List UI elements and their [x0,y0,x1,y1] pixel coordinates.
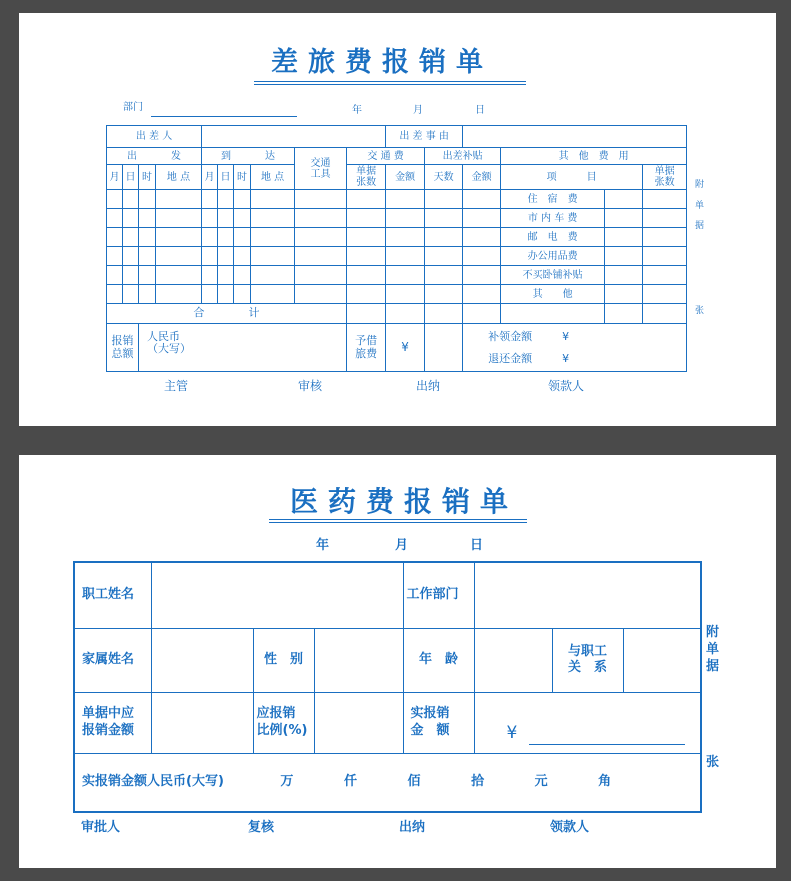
date-month: 月 [413,105,423,116]
employee-name-field[interactable] [151,562,403,628]
gender-label: 性 别 [253,628,314,692]
settlement-cell[interactable] [463,324,687,372]
col-days: 天数 [425,165,463,190]
age-field[interactable] [474,628,552,692]
gender-field[interactable] [314,628,403,692]
table-row [107,266,687,285]
advance-label: 予借 旅费 [347,324,386,372]
side-attach-label: 附 单 据 [695,180,705,232]
col-receipt-count: 单据 张数 [347,165,386,190]
yen-icon: ¥ [562,351,570,365]
transport-tool-header: 交通 工具 [295,148,347,190]
date-day: 日 [475,105,485,116]
unit-shi: 拾 [471,774,485,790]
sign-receiver: 领款人 [550,820,590,835]
title-underline [254,84,526,85]
transport-fee-header: 交 通 费 [347,148,425,165]
relation-field[interactable] [623,628,701,692]
actual-amount-field[interactable] [474,692,701,753]
reimburse-ratio-field[interactable] [314,692,403,753]
unit-yuan: 元 [534,774,548,790]
side-sheet-label: 张 [706,755,720,770]
form1-title: 差旅费报销单 [271,47,493,78]
col-other-receipt-count: 单据 张数 [643,165,687,190]
date-year: 年 [316,538,330,553]
travel-expense-form [19,13,776,426]
col-item: 项 目 [501,165,643,190]
purpose-field[interactable] [463,126,687,148]
side-sheet-label: 张 [695,306,705,316]
reimburse-total-label: 报销 总额 [107,324,139,372]
other-item: 办公用品费 [501,247,605,266]
other-item: 不买卧铺补贴 [501,266,605,285]
allowance-header: 出差补贴 [425,148,501,165]
actual-amount-label: 实报销 金 额 [403,692,474,753]
col-day: 日 [123,165,139,190]
sign-cashier: 出纳 [399,820,426,835]
summary-row [107,324,687,372]
departure-header: 出 发 [107,148,202,165]
title-underline [269,522,527,523]
yen-icon: ¥ [562,329,570,343]
purpose-label: 出 差 事 由 [386,126,463,148]
col-allowance-amount: 金额 [463,165,501,190]
relation-label: 与职工 关 系 [552,628,623,692]
actual-rmb-label: 实报销金额人民币(大写) [82,774,224,790]
receipt-amount-label: 单据中应 报销金额 [74,692,151,753]
table-row [107,285,687,304]
date-day: 日 [470,538,484,553]
medical-expense-form [19,455,776,868]
title-underline [269,519,527,520]
other-item: 市 内 车 费 [501,209,605,228]
form2-title: 医药费报销单 [290,485,519,518]
employee-name-label: 职工姓名 [74,562,151,628]
other-item: 其 他 [501,285,605,304]
table-row [107,247,687,266]
col-month: 月 [202,165,218,190]
total-row [107,304,687,324]
table-row [107,209,687,228]
col-day: 日 [218,165,234,190]
col-hour: 时 [234,165,251,190]
sign-auditor: 审核 [298,379,323,393]
other-item: 邮 电 费 [501,228,605,247]
side-attach-label: 附 单 据 [706,625,720,674]
col-place: 地 点 [156,165,202,190]
actual-rmb-row[interactable] [74,753,701,812]
advance-amount[interactable] [386,324,425,372]
sign-cashier: 出纳 [416,379,441,393]
dept-field[interactable] [151,116,297,117]
sign-approver: 审批人 [81,820,121,835]
yen-icon: ¥ [506,723,518,744]
age-label: 年 龄 [403,628,474,692]
traveler-label: 出 差 人 [107,126,202,148]
table-row [107,228,687,247]
unit-jiao: 角 [598,774,612,790]
unit-qian: 仟 [343,774,357,790]
unit-bai: 佰 [407,774,421,790]
other-fees-header: 其 他 费 用 [501,148,687,165]
amount-line[interactable] [529,744,685,745]
other-item: 住 宿 费 [501,190,605,209]
family-name-label: 家属姓名 [74,628,151,692]
title-underline [254,81,526,82]
unit-wan: 万 [280,774,294,790]
medical-expense-table [73,561,702,813]
table-row [107,190,687,209]
col-transport-amount: 金额 [386,165,425,190]
date-month: 月 [395,538,409,553]
dept-label: 部门 [123,102,143,113]
reimburse-ratio-label: 应报销 比例(%) [253,692,314,753]
total-label: 合 计 [107,304,347,324]
work-dept-field[interactable] [474,562,701,628]
refund-label: 退还金额 [488,351,533,365]
sign-supervisor: 主管 [164,379,189,393]
traveler-field[interactable] [202,126,386,148]
arrival-header: 到 达 [202,148,295,165]
col-month: 月 [107,165,123,190]
col-hour: 时 [139,165,156,190]
travel-expense-table [106,125,687,372]
date-year: 年 [352,105,362,116]
col-place: 地 点 [251,165,295,190]
rmb-uppercase-field[interactable]: 人民币 （大写） [139,324,347,372]
work-dept-label: 工作部门 [403,562,474,628]
sign-reviewer: 复核 [248,820,275,835]
supplement-label: 补领金额 [488,329,533,343]
family-name-field[interactable] [151,628,253,692]
yen-icon: ¥ [401,339,409,354]
sign-receiver: 领款人 [548,379,585,393]
receipt-amount-field[interactable] [151,692,253,753]
